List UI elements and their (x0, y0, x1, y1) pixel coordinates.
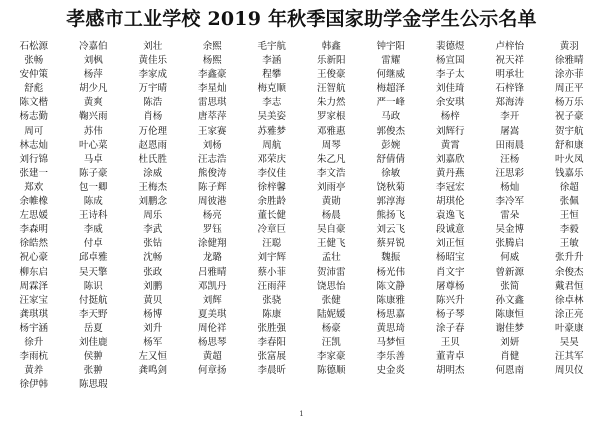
student-name: 肖健 (500, 351, 520, 363)
student-name: 张翀 (83, 365, 103, 377)
student-name: 李天野 (78, 308, 108, 320)
student-name: 侯翀 (83, 351, 103, 363)
student-name: 吴金博 (495, 224, 524, 236)
student-name: 周贝仪 (554, 365, 584, 377)
student-name: 涂威 (143, 167, 163, 179)
student-name: 刘正恒 (435, 238, 465, 250)
student-name: 汪家宝 (19, 294, 48, 306)
student-name: 黄爽 (83, 97, 103, 109)
student-name: 卢梓怡 (495, 41, 524, 52)
student-name: 郭俊杰 (376, 125, 405, 137)
student-name: 雷耀 (381, 55, 401, 67)
student-name: 刘云飞 (376, 224, 405, 236)
student-name: 陈康 (262, 308, 282, 320)
student-name: 舒彪 (24, 83, 44, 95)
student-name: 刘嘉欣 (435, 153, 465, 165)
student-name: 何威 (500, 252, 520, 264)
student-name: 周可 (24, 125, 44, 137)
student-name: 陈文楷 (19, 97, 48, 109)
student-name: 杨晨 (321, 210, 341, 222)
student-name: 韩鑫 (321, 41, 341, 52)
student-name: 王敏 (559, 238, 579, 250)
student-name: 邓凯丹 (197, 280, 227, 292)
student-name: 黄养 (24, 365, 44, 377)
student-name: 杨亮 (202, 210, 222, 222)
student-name: 黄佳乐 (138, 55, 167, 67)
student-name: 杨思嘉 (376, 308, 405, 320)
student-name: 刘辉行 (435, 125, 465, 137)
student-name: 李武 (143, 224, 163, 236)
student-name: 郭淳海 (376, 196, 405, 208)
student-name: 贺宇航 (554, 125, 584, 137)
student-name: 邓雅惠 (316, 125, 346, 137)
student-name: 毛宇航 (257, 41, 286, 52)
student-name: 汪聪 (262, 238, 282, 250)
student-name: 周正平 (554, 83, 584, 95)
student-name: 刘宇辉 (257, 252, 286, 264)
student-name: 钱嘉乐 (554, 167, 584, 179)
student-name: 徐皓然 (19, 238, 48, 250)
student-name: 饶思怡 (316, 280, 346, 292)
student-name: 龙璐 (202, 252, 222, 264)
student-name: 乐新阳 (316, 55, 346, 67)
student-name: 杨昭宝 (435, 252, 465, 264)
student-name: 汪雨萍 (257, 280, 286, 292)
student-name: 苏伟 (83, 125, 103, 137)
student-name: 何继威 (376, 69, 405, 81)
student-name: 杨熙 (202, 55, 222, 67)
student-name: 董长健 (257, 210, 286, 222)
student-name: 陈康雅 (376, 294, 405, 306)
student-name: 张胜强 (257, 322, 286, 334)
student-name: 杨子琴 (435, 308, 465, 320)
student-name: 朱力然 (316, 97, 346, 109)
student-name: 付卓 (83, 238, 103, 250)
student-name: 屠嵩 (500, 125, 520, 137)
student-name: 李威 (83, 224, 103, 236)
student-name: 汪志浩 (197, 153, 227, 165)
student-name: 杨博 (143, 308, 163, 320)
student-name: 裴德煜 (435, 41, 465, 52)
student-name: 胡明杰 (435, 365, 465, 377)
student-name: 余胜龄 (257, 196, 286, 208)
student-name: 杨军 (143, 336, 163, 348)
student-name: 严一峰 (376, 97, 405, 109)
student-name: 李子太 (435, 69, 465, 81)
student-name: 刘辉 (202, 294, 222, 306)
student-name: 程攀 (262, 69, 282, 81)
student-name: 石松源 (19, 41, 48, 52)
student-name: 吴自豪 (316, 224, 346, 236)
student-name: 黄勋 (321, 196, 341, 208)
student-name: 叶心菜 (78, 139, 108, 151)
student-name: 刘佳鹿 (78, 336, 108, 348)
student-name: 刘雨亭 (316, 181, 346, 193)
student-name: 万伦理 (138, 125, 167, 137)
student-name: 刘杨 (202, 139, 222, 151)
student-name: 黄贝 (143, 294, 163, 306)
student-name: 饶秋菊 (376, 181, 405, 193)
student-name: 余熙 (202, 41, 222, 52)
student-name: 吴昊 (559, 336, 579, 348)
student-name: 李乐善 (376, 351, 405, 363)
student-name: 林志灿 (19, 139, 48, 151)
student-name: 杜氏胜 (138, 153, 167, 165)
student-name: 李鑫豪 (197, 69, 227, 81)
student-name: 汪杨 (500, 153, 520, 165)
student-name: 曾新源 (495, 266, 524, 278)
student-name: 吴美姿 (257, 111, 286, 123)
student-name: 董青卓 (435, 351, 465, 363)
student-name: 李志 (262, 97, 282, 109)
student-name: 戴君恒 (554, 280, 584, 292)
student-name: 叶火凤 (554, 153, 584, 165)
student-name: 张建一 (19, 167, 48, 179)
student-name: 冷章巨 (257, 224, 286, 236)
student-name: 梅克顺 (257, 83, 286, 95)
student-name: 陈子辉 (197, 181, 227, 193)
student-name: 杨思琴 (197, 336, 227, 348)
student-name: 陈子豪 (78, 167, 108, 179)
student-name: 魏振 (381, 252, 401, 264)
student-name: 黄超 (202, 351, 222, 363)
student-name: 杨志勤 (19, 111, 48, 123)
student-name: 石梓锋 (495, 83, 524, 95)
student-name: 周霖泽 (19, 280, 48, 292)
student-name: 周琴 (321, 139, 341, 151)
student-name: 刘行锦 (19, 153, 48, 165)
student-name: 涂健翔 (197, 238, 227, 250)
student-name: 何章扬 (197, 365, 227, 377)
student-name: 梅超泽 (376, 83, 405, 95)
student-name: 李春阳 (257, 336, 286, 348)
student-name-grid (4, 40, 599, 392)
student-name: 张升升 (554, 252, 584, 264)
student-name: 王诗科 (78, 210, 108, 222)
student-name: 杨宣国 (435, 55, 465, 67)
student-name: 李家成 (138, 69, 167, 81)
student-name: 王贝 (440, 336, 460, 348)
student-name: 段诚意 (435, 224, 465, 236)
student-name: 郑欢 (24, 181, 44, 193)
student-name: 陈思瑕 (78, 379, 108, 391)
student-name: 唐萃萍 (197, 111, 227, 123)
student-name: 刘佳琦 (435, 83, 465, 95)
student-name: 张腾启 (495, 238, 524, 250)
student-name: 刘妍 (500, 336, 520, 348)
student-name: 雷朵 (500, 210, 520, 222)
student-name: 谢佳梦 (495, 322, 524, 334)
student-name: 杨灿 (500, 181, 520, 193)
student-name: 何恩南 (495, 365, 524, 377)
student-name: 周伦祥 (197, 322, 227, 334)
student-name: 李开 (500, 111, 520, 123)
student-name: 黄丹燕 (435, 167, 465, 179)
student-name: 安仲策 (19, 69, 48, 81)
student-name: 涂亦菲 (554, 69, 584, 81)
student-name: 周彼港 (197, 196, 227, 208)
student-name: 李森明 (19, 224, 48, 236)
student-name: 刘枫 (83, 55, 103, 67)
student-name: 徐卓林 (554, 294, 584, 306)
student-name: 徐升 (24, 336, 44, 348)
student-name: 陈康恒 (495, 308, 524, 320)
student-name: 涂子春 (435, 322, 465, 334)
student-name: 李晨昕 (257, 365, 286, 377)
student-name: 张钻 (143, 238, 163, 250)
student-name: 杨光伟 (376, 266, 405, 278)
student-name: 李冠宏 (435, 181, 465, 193)
student-name: 王恒 (559, 210, 579, 222)
student-name: 左思媛 (19, 210, 48, 222)
student-name: 李仪佳 (257, 167, 286, 179)
student-name: 鞠兴雨 (78, 111, 108, 123)
student-name: 汪智航 (316, 83, 346, 95)
page-number: 1 (299, 410, 304, 418)
student-name: 祝心豪 (19, 252, 48, 264)
student-name: 汪思彩 (495, 167, 524, 179)
student-name: 涂正亮 (554, 308, 584, 320)
student-name: 余帷橡 (19, 196, 48, 208)
student-name: 杨豪 (321, 322, 341, 334)
document-title: 孝感市工业学校 2019 年秋季国家助学金学生公示名单 (66, 8, 537, 30)
student-name: 马梦恒 (376, 336, 405, 348)
student-name: 罗家根 (316, 111, 346, 123)
student-name: 付挺航 (78, 294, 108, 306)
student-name: 周乐 (143, 210, 163, 222)
student-name: 夏美琪 (197, 308, 227, 320)
student-name: 张骁 (262, 294, 282, 306)
student-name: 陈识 (83, 280, 103, 292)
student-name: 徐梓馨 (257, 181, 286, 193)
student-name: 杨梓 (440, 111, 460, 123)
student-name: 胡琪伦 (435, 196, 465, 208)
student-name: 张简 (500, 280, 520, 292)
student-name: 舒和康 (554, 139, 584, 151)
student-name: 邱卓雅 (78, 252, 108, 264)
student-name: 刘鹏 (143, 280, 163, 292)
student-name: 舒倩倩 (376, 153, 405, 165)
student-name: 汪凯 (321, 336, 341, 348)
student-name: 王健飞 (316, 238, 346, 250)
student-name: 祝子豪 (554, 111, 584, 123)
student-name: 张政 (143, 266, 163, 278)
student-name: 郑海涛 (495, 97, 524, 109)
student-name: 余俊杰 (554, 266, 584, 278)
student-name: 雷思琪 (197, 97, 227, 109)
student-name: 杨宇涵 (19, 322, 48, 334)
student-name: 叶豪康 (554, 322, 584, 334)
student-name: 赵恩雨 (138, 139, 167, 151)
student-name: 冷嘉伯 (78, 41, 108, 52)
student-name: 袁逸飞 (435, 210, 465, 222)
student-name: 王家赛 (197, 125, 227, 137)
student-name: 万宇晴 (138, 83, 167, 95)
student-name: 李文浩 (316, 167, 346, 179)
student-name: 吴天擎 (78, 266, 108, 278)
student-name: 吕雅晴 (197, 266, 227, 278)
student-name: 孟壮 (321, 252, 341, 264)
student-name: 屠尊杨 (435, 280, 465, 292)
student-name: 黄羽 (559, 41, 579, 52)
student-name: 龚琪琪 (19, 308, 48, 320)
student-name: 肖文宇 (435, 266, 465, 278)
student-name: 陆妮媛 (316, 308, 346, 320)
student-name: 田雨晨 (495, 139, 524, 151)
student-name: 李雨杭 (19, 351, 48, 363)
student-name: 熊扬飞 (376, 210, 405, 222)
student-name: 徐伊韩 (19, 379, 48, 391)
student-name: 马卓 (83, 153, 103, 165)
student-name: 史金炎 (376, 365, 405, 377)
student-name: 陈成 (83, 196, 103, 208)
student-name: 罗钰 (202, 224, 222, 236)
student-name: 李毅 (559, 224, 579, 236)
student-name: 朱乙凡 (316, 153, 346, 165)
student-name: 蔡小菲 (257, 266, 286, 278)
student-name: 柳东启 (19, 266, 48, 278)
student-name: 周航 (262, 139, 282, 151)
student-name: 祝天祥 (495, 55, 524, 67)
student-name: 徐超 (559, 181, 579, 193)
student-name: 杨萍 (83, 69, 103, 81)
student-name: 熊俊涛 (197, 167, 227, 179)
student-name: 岳夏 (83, 322, 103, 334)
student-name: 徐敏 (381, 167, 401, 179)
student-name: 包一卿 (78, 181, 108, 193)
student-name: 陈德顺 (316, 365, 346, 377)
student-name: 杨万乐 (554, 97, 584, 109)
student-name: 李星灿 (197, 83, 227, 95)
student-name: 沈畅 (143, 252, 163, 264)
student-name: 肖杨 (143, 111, 163, 123)
student-name: 蔡昇锐 (376, 238, 405, 250)
student-name: 明承壮 (495, 69, 524, 81)
student-name: 左又恒 (138, 351, 167, 363)
student-name: 陈兴升 (435, 294, 465, 306)
student-name: 贺沛雷 (316, 266, 346, 278)
student-name: 黄思琦 (376, 322, 405, 334)
student-name: 彭婉 (381, 139, 401, 151)
student-name: 胡少凡 (78, 83, 108, 95)
student-name: 张佩 (559, 196, 579, 208)
student-name: 邓荣庆 (257, 153, 286, 165)
student-name: 刘壮 (143, 41, 163, 52)
student-name: 王梅杰 (138, 181, 167, 193)
student-name: 汪其军 (554, 351, 584, 363)
student-name: 余安琪 (435, 97, 465, 109)
student-name: 黄霄 (440, 139, 460, 151)
student-name: 李家豪 (316, 351, 346, 363)
student-name: 李冷军 (495, 196, 524, 208)
student-name: 陈文静 (376, 280, 405, 292)
student-name: 王俊豪 (316, 69, 346, 81)
student-name: 张健 (321, 294, 341, 306)
student-name: 张富展 (257, 351, 286, 363)
student-name: 孙文鑫 (495, 294, 524, 306)
student-name: 钟宇阳 (376, 41, 405, 52)
student-name: 刘鹏念 (138, 196, 167, 208)
student-name: 马政 (381, 111, 401, 123)
student-name: 张畅 (24, 55, 44, 67)
student-name: 徐雅晴 (554, 55, 584, 67)
student-name: 刘升 (143, 322, 163, 334)
student-name: 龚鸣剑 (138, 365, 167, 377)
student-name: 李涵 (262, 55, 282, 67)
student-name: 苏雅梦 (257, 125, 286, 137)
student-name: 陈浩 (143, 97, 163, 109)
